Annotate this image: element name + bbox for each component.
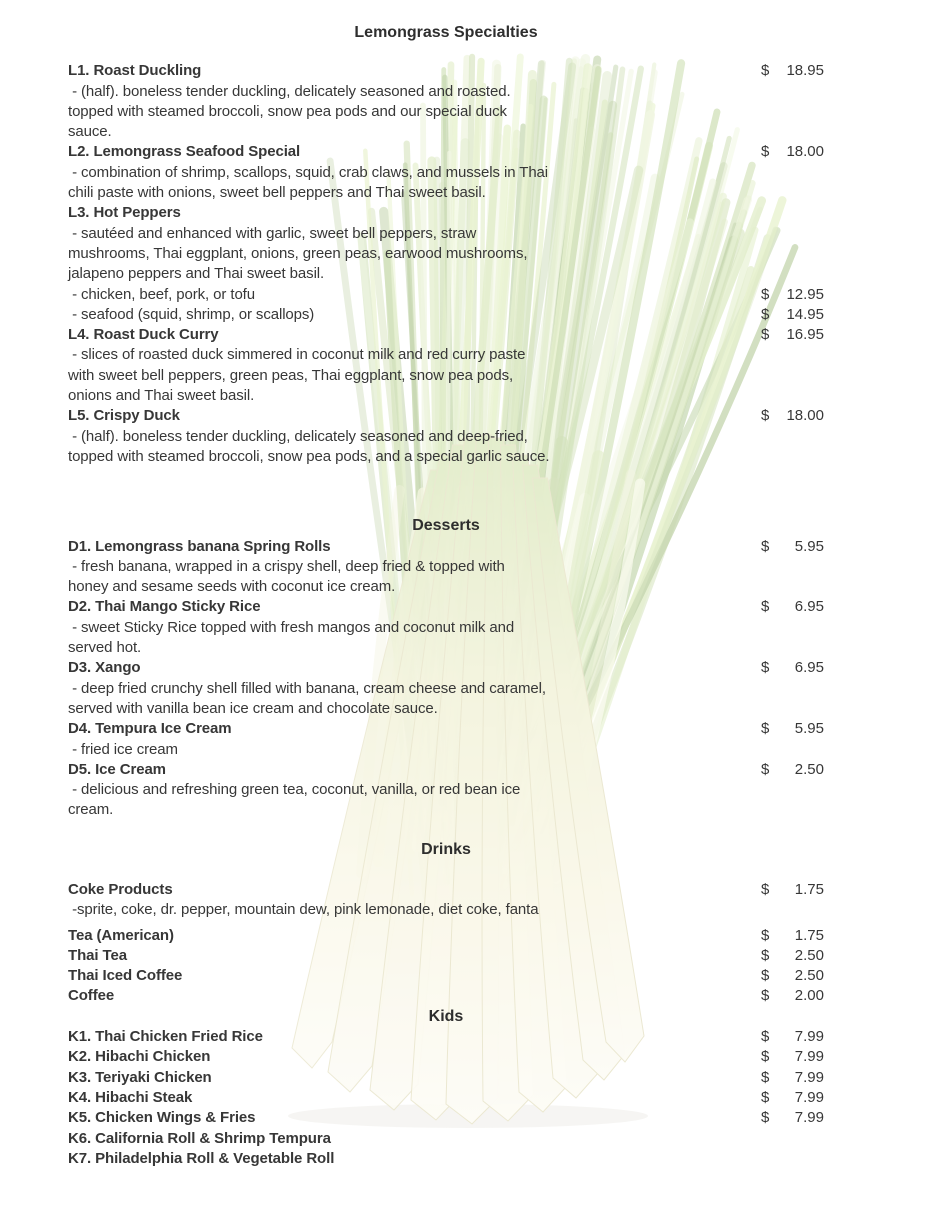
menu-row — [68, 163, 824, 183]
price-value: 16.95 — [786, 326, 824, 344]
menu-row — [68, 183, 824, 203]
menu-row — [68, 740, 824, 760]
item-description: - fresh banana, wrapped in a crispy shell, deep fried & topped with — [68, 557, 505, 575]
item-price — [761, 1027, 824, 1047]
item-name: Coffee — [68, 987, 115, 1005]
item-price — [761, 946, 824, 966]
menu-row — [68, 946, 824, 966]
menu-row — [68, 760, 824, 780]
currency-symbol: $ — [761, 987, 770, 1005]
currency-symbol: $ — [761, 760, 770, 778]
menu-row — [68, 719, 824, 739]
item-name: L4. Roast Duck Curry — [68, 326, 219, 344]
item-name: Coke Products — [68, 880, 173, 898]
menu-row — [68, 986, 824, 1006]
item-name: K6. California Roll & Shrimp Tempura — [68, 1129, 331, 1147]
item-price — [761, 325, 824, 345]
menu-row — [68, 102, 824, 122]
currency-symbol: $ — [761, 1109, 770, 1127]
menu-row — [68, 900, 824, 920]
item-description: served with vanilla bean ice cream and chocolate sauce. — [68, 699, 438, 717]
section-header-desserts: Desserts — [412, 517, 480, 535]
item-description: chili paste with onions, sweet bell peppers and Thai sweet basil. — [68, 184, 486, 202]
menu-row — [68, 658, 824, 678]
menu-row — [68, 537, 824, 557]
item-price — [761, 597, 824, 617]
item-name: L2. Lemongrass Seafood Special — [68, 143, 301, 161]
menu-row — [68, 1088, 824, 1108]
currency-symbol: $ — [761, 407, 770, 425]
menu-row — [68, 427, 824, 447]
item-description: - deep fried crunchy shell filled with banana, cream cheese and caramel, — [68, 679, 546, 697]
price-value: 2.00 — [794, 987, 824, 1005]
menu-row — [68, 618, 824, 638]
item-price — [761, 986, 824, 1006]
price-value: 18.00 — [786, 143, 824, 161]
item-description: jalapeno peppers and Thai sweet basil. — [68, 265, 325, 283]
menu-row — [68, 224, 824, 244]
item-name: D5. Ice Cream — [68, 760, 166, 778]
menu-row — [68, 447, 824, 467]
price-value: 7.99 — [794, 1109, 824, 1127]
currency-symbol: $ — [761, 305, 770, 323]
item-description: - sweet Sticky Rice topped with fresh mangos and coconut milk and — [68, 618, 515, 636]
price-value: 6.95 — [794, 598, 824, 616]
price-value: 7.99 — [794, 1068, 824, 1086]
menu-row — [68, 122, 824, 142]
item-name: K2. Hibachi Chicken — [68, 1048, 211, 1066]
item-description: - slices of roasted duck simmered in coconut milk and red curry paste — [68, 346, 526, 364]
item-price — [761, 1088, 824, 1108]
menu-row — [68, 203, 824, 223]
item-description: honey and sesame seeds with coconut ice cream. — [68, 578, 396, 596]
menu-row — [68, 1108, 824, 1128]
item-price — [761, 285, 824, 305]
price-value: 6.95 — [794, 659, 824, 677]
item-price — [761, 658, 824, 678]
item-price — [761, 880, 824, 900]
item-description: sauce. — [68, 123, 112, 141]
price-value: 12.95 — [786, 285, 824, 303]
currency-symbol: $ — [761, 1068, 770, 1086]
item-name: Tea (American) — [68, 926, 174, 944]
price-value: 2.50 — [794, 760, 824, 778]
currency-symbol: $ — [761, 143, 770, 161]
page-title: Lemongrass Specialties — [354, 24, 538, 41]
currency-symbol: $ — [761, 285, 770, 303]
item-name: D1. Lemongrass banana Spring Rolls — [68, 537, 331, 555]
item-price — [761, 406, 824, 426]
menu-row — [68, 61, 824, 81]
item-name: Thai Tea — [68, 946, 127, 964]
item-name: D4. Tempura Ice Cream — [68, 720, 232, 738]
item-price — [761, 1047, 824, 1067]
section-header-drinks: Drinks — [421, 840, 471, 858]
menu-row — [68, 638, 824, 658]
currency-symbol: $ — [761, 1048, 770, 1066]
item-name: K4. Hibachi Steak — [68, 1088, 193, 1106]
menu-row — [68, 1068, 824, 1088]
price-value: 1.75 — [794, 926, 824, 944]
item-price — [761, 1068, 824, 1088]
menu-row — [68, 1149, 824, 1169]
price-value: 18.00 — [786, 407, 824, 425]
item-description: mushrooms, Thai eggplant, onions, green peas, earwood mushrooms, — [68, 244, 528, 262]
price-value: 5.95 — [794, 537, 824, 555]
menu-row — [68, 800, 824, 820]
currency-symbol: $ — [761, 926, 770, 944]
menu-row — [68, 699, 824, 719]
price-value: 5.95 — [794, 720, 824, 738]
item-price — [761, 760, 824, 780]
price-value: 14.95 — [786, 305, 824, 323]
menu-page — [68, 23, 824, 1169]
item-name: K3. Teriyaki Chicken — [68, 1068, 212, 1086]
item-description: - fried ice cream — [68, 740, 178, 758]
section-header-kids: Kids — [428, 1007, 464, 1025]
price-value: 7.99 — [794, 1048, 824, 1066]
price-value: 2.50 — [794, 946, 824, 964]
menu-row — [68, 926, 824, 946]
item-name: K7. Philadelphia Roll & Vegetable Roll — [68, 1149, 335, 1167]
menu-row — [68, 325, 824, 345]
menu-row — [68, 880, 824, 900]
item-description: topped with steamed broccoli, snow pea pods and our special duck — [68, 102, 507, 120]
menu-row — [68, 305, 824, 325]
item-name: L1. Roast Duckling — [68, 62, 202, 80]
item-name: L5. Crispy Duck — [68, 407, 180, 425]
item-description: - (half). boneless tender duckling, delicately seasoned and roasted. — [68, 82, 511, 100]
menu-section-specialties — [68, 23, 824, 467]
currency-symbol: $ — [761, 598, 770, 616]
menu-row — [68, 244, 824, 264]
currency-symbol: $ — [761, 1088, 770, 1106]
item-description: with sweet bell peppers, green peas, Thai eggplant, snow pea pods, — [68, 366, 514, 384]
item-description: onions and Thai sweet basil. — [68, 387, 255, 405]
item-price — [761, 537, 824, 557]
item-price — [761, 966, 824, 986]
item-name: Thai Iced Coffee — [68, 967, 183, 985]
item-price — [761, 926, 824, 946]
item-name: D3. Xango — [68, 659, 141, 677]
item-description: - sautéed and enhanced with garlic, sweet bell peppers, straw — [68, 224, 477, 242]
menu-row — [68, 1027, 824, 1047]
menu-row — [68, 577, 824, 597]
price-value: 18.95 — [786, 62, 824, 80]
item-price — [761, 61, 824, 81]
menu-row — [68, 345, 824, 365]
item-description: cream. — [68, 801, 114, 819]
currency-symbol: $ — [761, 880, 770, 898]
menu-row — [68, 1047, 824, 1067]
item-name: K1. Thai Chicken Fried Rice — [68, 1028, 263, 1046]
currency-symbol: $ — [761, 720, 770, 738]
item-price — [761, 1108, 824, 1128]
menu-row — [68, 1129, 824, 1149]
item-description: - seafood (squid, shrimp, or scallops) — [68, 305, 315, 323]
menu-row — [68, 386, 824, 406]
price-value: 7.99 — [794, 1028, 824, 1046]
item-price — [761, 719, 824, 739]
menu-row — [68, 679, 824, 699]
item-description: - delicious and refreshing green tea, coconut, vanilla, or red bean ice — [68, 781, 521, 799]
item-name: D2. Thai Mango Sticky Rice — [68, 598, 261, 616]
price-value: 1.75 — [794, 880, 824, 898]
currency-symbol: $ — [761, 62, 770, 80]
currency-symbol: $ — [761, 967, 770, 985]
item-description: - chicken, beef, pork, or tofu — [68, 285, 255, 303]
menu-section-kids — [68, 1007, 824, 1169]
item-name: L3. Hot Peppers — [68, 204, 181, 222]
menu-row — [68, 557, 824, 577]
item-price — [761, 305, 824, 325]
currency-symbol: $ — [761, 326, 770, 344]
menu-row — [68, 780, 824, 800]
menu-row — [68, 82, 824, 102]
item-description: -sprite, coke, dr. pepper, mountain dew, pink lemonade, diet coke, fanta — [68, 901, 539, 919]
item-description: - (half). boneless tender duckling, delicately seasoned and deep-fried, — [68, 427, 528, 445]
currency-symbol: $ — [761, 1028, 770, 1046]
menu-section-desserts — [68, 516, 824, 820]
item-description: - combination of shrimp, scallops, squid, crab claws, and mussels in Thai — [68, 163, 549, 181]
menu-row — [68, 142, 824, 162]
menu-row — [68, 366, 824, 386]
currency-symbol: $ — [761, 659, 770, 677]
menu-row — [68, 285, 824, 305]
currency-symbol: $ — [761, 946, 770, 964]
item-description: served hot. — [68, 639, 142, 657]
menu-row — [68, 264, 824, 284]
item-description: topped with steamed broccoli, snow pea pods, and a special garlic sauce. — [68, 447, 550, 465]
currency-symbol: $ — [761, 537, 770, 555]
item-name: K5. Chicken Wings & Fries — [68, 1109, 256, 1127]
menu-row — [68, 406, 824, 426]
price-value: 2.50 — [794, 967, 824, 985]
item-price — [761, 142, 824, 162]
menu-row — [68, 597, 824, 617]
price-value: 7.99 — [794, 1088, 824, 1106]
menu-section-drinks — [68, 840, 824, 1007]
menu-row — [68, 966, 824, 986]
